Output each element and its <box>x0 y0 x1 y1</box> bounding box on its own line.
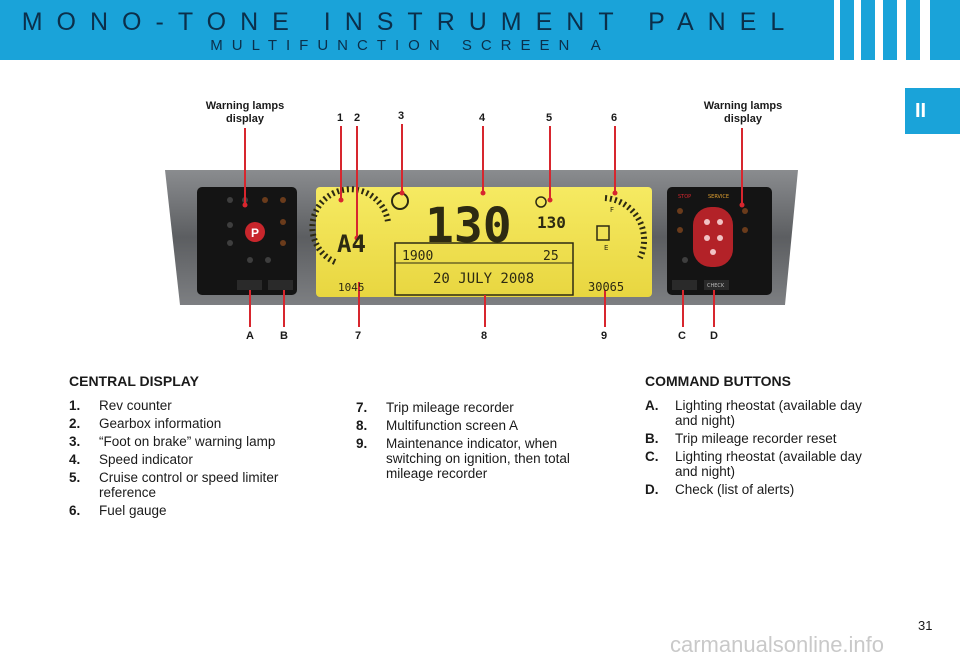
odometer-readout: 30065 <box>588 280 625 294</box>
list-item: 5. Cruise control or speed limiter reference <box>69 470 279 500</box>
callout-7: 7 <box>355 330 362 342</box>
central-display-list <box>69 398 324 521</box>
speed-readout: 130 <box>425 198 512 254</box>
callout-D: D <box>710 330 718 342</box>
time-readout: 1900 <box>402 249 434 264</box>
date-readout: 20 JULY 2008 <box>433 271 535 287</box>
callout-2: 2 <box>354 112 361 124</box>
warning-lamps-right-label: Warning lamps display <box>703 100 783 125</box>
warning-lamps-left-label: Warning lamps display <box>205 100 285 125</box>
cruise-readout: 130 <box>537 213 566 232</box>
callout-A: A <box>246 330 254 342</box>
list-item: 7. Trip mileage recorder <box>356 400 514 415</box>
temp-readout: 25 <box>543 249 559 264</box>
gear-readout: A4 <box>337 230 366 258</box>
watermark: carmanualsonline.info <box>670 632 885 657</box>
list-item: 2. Gearbox information <box>69 416 222 431</box>
list-item: B. Trip mileage recorder reset <box>645 431 837 446</box>
callout-4: 4 <box>479 112 486 124</box>
list-item: D. Check (list of alerts) <box>645 482 795 497</box>
list-item: C. Lighting rheostat (available day and night) <box>645 449 862 479</box>
middle-list <box>356 400 606 484</box>
list-item: 6. Fuel gauge <box>69 503 167 518</box>
list-item: 3. “Foot on brake” warning lamp <box>69 434 276 449</box>
callout-8: 8 <box>481 330 488 342</box>
door-open-icon <box>693 207 733 267</box>
callout-B: B <box>280 330 288 342</box>
chapter-tab: II <box>905 88 960 134</box>
callout-6: 6 <box>611 112 618 124</box>
list-item: 1. Rev counter <box>69 398 172 413</box>
callout-3: 3 <box>398 110 405 122</box>
fuel-full-label: F <box>610 206 615 214</box>
page-subtitle: MULTIFUNCTION SCREEN A <box>210 37 610 54</box>
callout-C: C <box>678 330 686 342</box>
list-item: 8. Multifunction screen A <box>356 418 519 433</box>
fuel-empty-label: E <box>604 244 609 252</box>
page-number: 31 <box>918 618 933 633</box>
check-button-label: CHECK <box>707 283 725 289</box>
stop-label: STOP <box>678 194 692 200</box>
central-display-title: CENTRAL DISPLAY <box>69 373 199 389</box>
list-item: 9. Maintenance indicator, when switching on ignition, then total mileage recorder <box>356 436 570 481</box>
trip-readout: 1045 <box>338 281 365 294</box>
list-item: A. Lighting rheostat (available day and night) <box>645 398 862 428</box>
callout-9: 9 <box>601 330 608 342</box>
callout-1: 1 <box>337 112 344 124</box>
service-label: SERVICE <box>708 194 730 200</box>
svg-text:P: P <box>250 226 260 240</box>
callout-5: 5 <box>546 112 553 124</box>
command-buttons-title: COMMAND BUTTONS <box>645 373 791 389</box>
list-item: 4. Speed indicator <box>69 452 193 467</box>
command-buttons-list <box>645 398 880 500</box>
page-title: MONO-TONE INSTRUMENT PANEL <box>21 8 799 36</box>
